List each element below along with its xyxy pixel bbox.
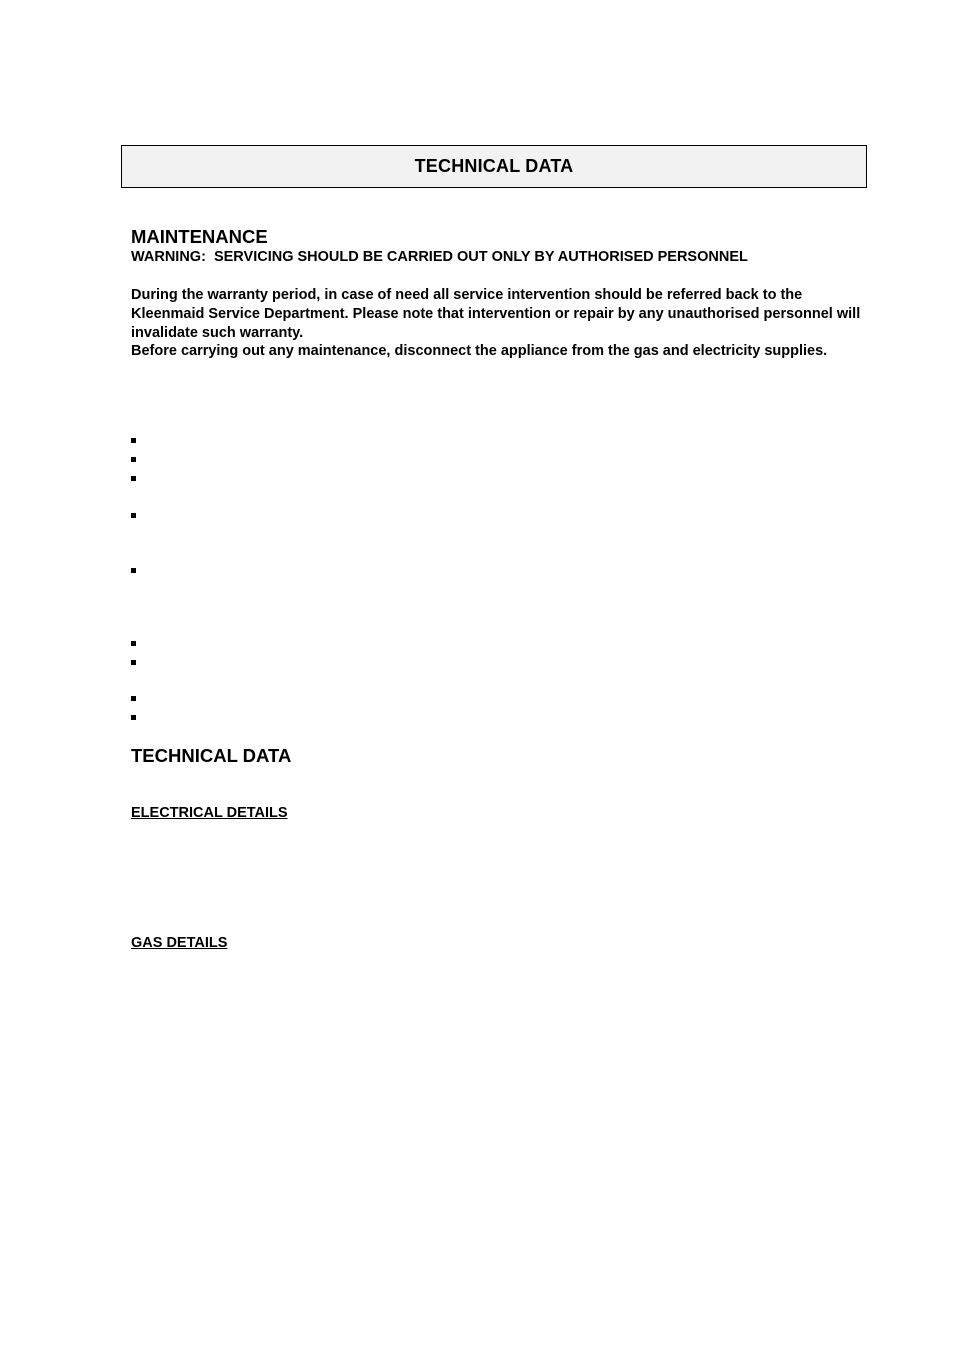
list-bullet xyxy=(131,715,136,720)
page-title: TECHNICAL DATA xyxy=(414,156,574,176)
disconnect-paragraph: Before carrying out any maintenance, disconnect the appliance from the gas and electricity supplies. xyxy=(131,343,828,359)
list-bullet xyxy=(131,696,136,701)
gas-details-heading: GAS DETAILS xyxy=(131,935,228,951)
list-bullet xyxy=(131,660,136,665)
warranty-paragraph: During the warranty period, in case of need all service intervention should be referred back to the Kleenmaid Service Department. Please note that intervention or repair by any unauthorised personnel will invalidate such warranty. xyxy=(131,287,861,341)
list-bullet xyxy=(131,513,136,518)
maintenance-heading: MAINTENANCE xyxy=(131,226,268,247)
list-bullet xyxy=(131,476,136,481)
technical-data-heading: TECHNICAL DATA xyxy=(131,745,292,766)
list-bullet xyxy=(131,568,136,573)
list-bullet xyxy=(131,438,136,443)
warning-text: WARNING: SERVICING SHOULD BE CARRIED OUT ONLY BY AUTHORISED PERSONNEL xyxy=(131,249,748,265)
list-bullet xyxy=(131,641,136,646)
title-box xyxy=(121,145,867,188)
electrical-details-heading: ELECTRICAL DETAILS xyxy=(131,805,288,821)
list-bullet xyxy=(131,457,136,462)
